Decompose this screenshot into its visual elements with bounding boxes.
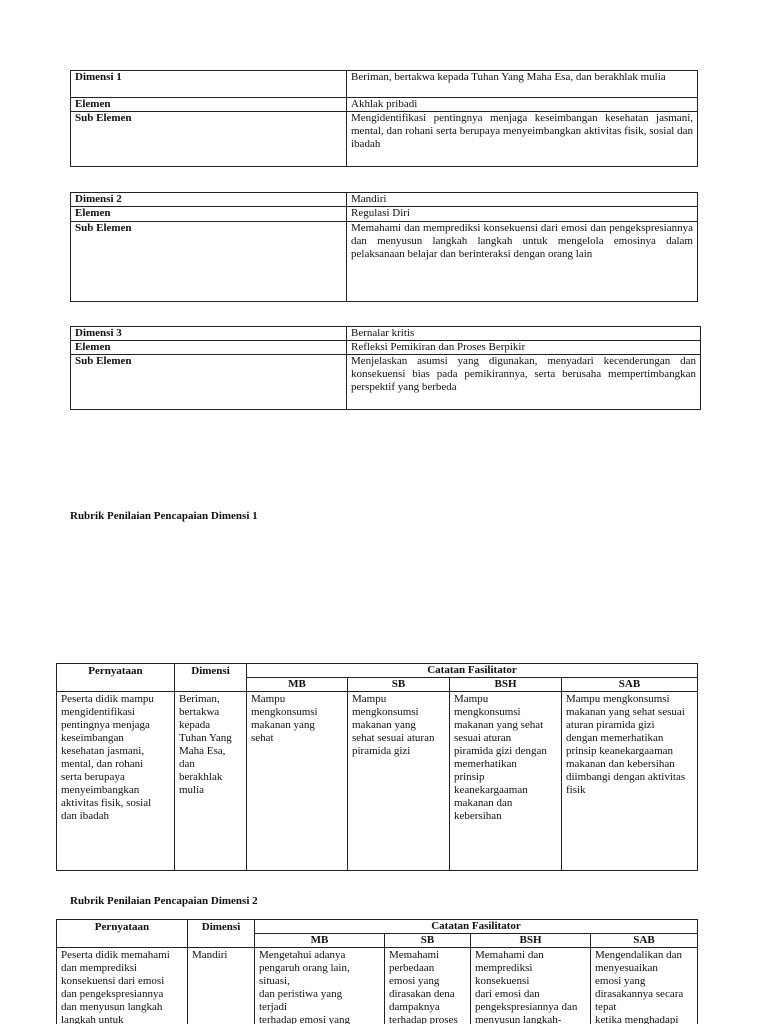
cell-line: dan bbox=[179, 758, 195, 770]
cell-line: dengan memerhatikan bbox=[566, 732, 664, 744]
header-mb: MB bbox=[255, 934, 385, 948]
header-pernyataan: Pernyataan bbox=[57, 920, 188, 948]
sab-cell bbox=[591, 948, 698, 1024]
cell-line: bertakwa bbox=[179, 706, 220, 718]
cell-line: mengidentifikasi bbox=[61, 706, 135, 718]
cell-line: dampaknya bbox=[389, 1001, 440, 1013]
cell-line: konsekuensi bbox=[475, 975, 530, 987]
cell-line: terjadi bbox=[259, 1001, 288, 1013]
mb-cell bbox=[247, 692, 348, 871]
cell-line: serta berupaya bbox=[61, 771, 125, 783]
cell-line: emosi yang bbox=[389, 975, 440, 987]
cell-line: Mampu bbox=[352, 693, 387, 705]
cell-line: langkah untuk bbox=[61, 1014, 124, 1024]
header-sb: SB bbox=[385, 934, 471, 948]
sb-cell bbox=[348, 692, 450, 871]
cell-line: makanan dan bbox=[454, 797, 513, 809]
elemen-value: Akhlak pribadi bbox=[347, 98, 698, 112]
cell-line: sesuai aturan bbox=[454, 732, 512, 744]
cell-line: Peserta didik mampu bbox=[61, 693, 154, 705]
cell-line: dan menyusun langkah bbox=[61, 1001, 163, 1013]
cell-line: makanan dan kebersihan bbox=[566, 758, 675, 770]
pernyataan-cell bbox=[57, 948, 188, 1024]
sub-elemen-value: Mengidentifikasi pentingnya menjaga keseimbangan kesehatan jasmani, mental, dan rohani serta berupaya menyeimbangkan aktivitas fisik, sosial dan ibadah bbox=[347, 112, 698, 167]
cell-line: Mampu bbox=[454, 693, 489, 705]
cell-line: aktivitas fisik, sosial bbox=[61, 797, 152, 809]
header-bsh: BSH bbox=[471, 934, 591, 948]
cell-line: keseimbangan bbox=[61, 732, 124, 744]
cell-line: Mampu mengkonsumsi bbox=[566, 693, 670, 705]
dimensi-cell bbox=[188, 948, 255, 1024]
bsh-cell bbox=[471, 948, 591, 1024]
cell-line: memerhatikan bbox=[454, 758, 517, 770]
cell-line: keanekargaaman bbox=[454, 784, 528, 796]
cell-line: terhadap emosi yang bbox=[259, 1014, 351, 1024]
cell-line: mental, dan rohani bbox=[61, 758, 144, 770]
elemen-value: Refleksi Pemikiran dan Proses Berpikir bbox=[347, 341, 701, 355]
cell-line: makanan yang bbox=[251, 719, 315, 731]
cell-line: Memahami dan bbox=[475, 949, 544, 961]
cell-line: pentingnya menjaga bbox=[61, 719, 150, 731]
cell-line: emosi yang bbox=[595, 975, 646, 987]
sub-elemen-label: Sub Elemen bbox=[71, 222, 347, 302]
cell-line: perbedaan bbox=[389, 962, 435, 974]
sub-elemen-value: Menjelaskan asumsi yang digunakan, menyadari kecenderungan dan konsekuensi bias pada pemikirannya, serta berusaha mempertimbangkan perspektif yang berbeda bbox=[347, 355, 701, 410]
dimension-value: Mandiri bbox=[347, 193, 698, 207]
dimension-1-table bbox=[70, 70, 698, 167]
cell-line: Memahami bbox=[389, 949, 440, 961]
cell-line: prinsip bbox=[454, 771, 485, 783]
dimension-label: Dimensi 1 bbox=[71, 71, 347, 98]
cell-line: sehat sesuai aturan bbox=[352, 732, 435, 744]
cell-line: dirasakannya secara bbox=[595, 988, 684, 1000]
cell-line: fisik bbox=[566, 784, 586, 796]
header-pernyataan: Pernyataan bbox=[57, 664, 175, 692]
rubric-1-table bbox=[56, 663, 698, 871]
header-dimensi: Dimensi bbox=[175, 664, 247, 692]
cell-line: menyusun langkah- bbox=[475, 1014, 562, 1024]
cell-line: dari emosi dan bbox=[475, 988, 540, 1000]
header-catatan-fasilitator: Catatan Fasilitator bbox=[255, 920, 698, 934]
cell-line: kebersihan bbox=[454, 810, 502, 822]
cell-line: pengekspresiannya dan bbox=[475, 1001, 578, 1013]
sub-elemen-label: Sub Elemen bbox=[71, 355, 347, 410]
cell-line: Mengendalikan dan bbox=[595, 949, 683, 961]
sub-elemen-value: Memahami dan memprediksi konsekuensi dari emosi dan pengekspresiannya dan menyusun langkah langkah untuk mengelola emosinya dalam pelaksanaan belajar dan berinteraksi dengan orang lain bbox=[347, 222, 698, 302]
cell-line: dan peristiwa yang bbox=[259, 988, 343, 1000]
cell-line: diimbangi dengan aktivitas bbox=[566, 771, 686, 783]
dimension-label: Dimensi 3 bbox=[71, 327, 347, 341]
cell-line: menyesuaikan bbox=[595, 962, 658, 974]
pernyataan-cell bbox=[57, 692, 175, 871]
cell-line: mengkonsumsi bbox=[251, 706, 318, 718]
rubric-2-table bbox=[56, 919, 698, 1024]
cell-line: makanan yang sehat bbox=[454, 719, 544, 731]
elemen-label: Elemen bbox=[71, 98, 347, 112]
cell-line: mengkonsumsi bbox=[454, 706, 521, 718]
dimension-value: Bernalar kritis bbox=[347, 327, 701, 341]
dimension-label: Dimensi 2 bbox=[71, 193, 347, 207]
cell-line: situasi, bbox=[259, 975, 290, 987]
mb-cell bbox=[255, 948, 385, 1024]
cell-line: Mampu bbox=[251, 693, 286, 705]
cell-line: mulia bbox=[179, 784, 205, 796]
elemen-value: Regulasi Diri bbox=[347, 207, 698, 222]
cell-line: kesehatan jasmani, bbox=[61, 745, 145, 757]
header-catatan-fasilitator: Catatan Fasilitator bbox=[247, 664, 698, 678]
header-sab: SAB bbox=[591, 934, 698, 948]
header-mb: MB bbox=[247, 678, 348, 692]
cell-line: prinsip keanekargaaman bbox=[566, 745, 674, 757]
cell-line: Peserta didik memahami bbox=[61, 949, 170, 961]
cell-line: dan pengekspresiannya bbox=[61, 988, 164, 1000]
cell-line: sehat bbox=[251, 732, 274, 744]
elemen-label: Elemen bbox=[71, 207, 347, 222]
dimension-2-table bbox=[70, 192, 698, 302]
header-sab: SAB bbox=[562, 678, 698, 692]
cell-line: Maha Esa, bbox=[179, 745, 226, 757]
cell-line: dirasakan dena bbox=[389, 988, 455, 1000]
cell-line: makanan yang bbox=[352, 719, 416, 731]
cell-line: Beriman, bbox=[179, 693, 220, 705]
cell-line: konsekuensi dari emosi bbox=[61, 975, 165, 987]
sub-elemen-label: Sub Elemen bbox=[71, 112, 347, 167]
rubric-2-title: Rubrik Penilaian Pencapaian Dimensi 2 bbox=[70, 895, 258, 907]
cell-line: Mengetahui adanya bbox=[259, 949, 346, 961]
cell-line: pengaruh orang lain, bbox=[259, 962, 350, 974]
cell-line: berakhlak bbox=[179, 771, 223, 783]
sab-cell bbox=[562, 692, 698, 871]
cell-line: dan memprediksi bbox=[61, 962, 138, 974]
cell-line: makanan yang sehat sesuai bbox=[566, 706, 685, 718]
cell-line: ketika menghadapi bbox=[595, 1014, 679, 1024]
cell-line: Tuhan Yang bbox=[179, 732, 232, 744]
cell-line: memprediksi bbox=[475, 962, 533, 974]
cell-line: mengkonsumsi bbox=[352, 706, 419, 718]
cell-line: terhadap proses bbox=[389, 1014, 458, 1024]
dimension-value: Beriman, bertakwa kepada Tuhan Yang Maha Esa, dan berakhlak mulia bbox=[347, 71, 698, 98]
cell-line: aturan piramida gizi bbox=[566, 719, 655, 731]
sb-cell bbox=[385, 948, 471, 1024]
dimension-3-table bbox=[70, 326, 701, 410]
cell-line: menyeimbangkan bbox=[61, 784, 140, 796]
cell-line: piramida gizi dengan bbox=[454, 745, 547, 757]
cell-line: dan ibadah bbox=[61, 810, 109, 822]
cell-line: piramida gizi bbox=[352, 745, 411, 757]
bsh-cell bbox=[450, 692, 562, 871]
dimensi-cell bbox=[175, 692, 247, 871]
rubric-1-title: Rubrik Penilaian Pencapaian Dimensi 1 bbox=[70, 510, 258, 522]
cell-line: Mandiri bbox=[192, 949, 228, 961]
cell-line: kepada bbox=[179, 719, 211, 731]
header-sb: SB bbox=[348, 678, 450, 692]
header-bsh: BSH bbox=[450, 678, 562, 692]
header-dimensi: Dimensi bbox=[188, 920, 255, 948]
cell-line: tepat bbox=[595, 1001, 617, 1013]
elemen-label: Elemen bbox=[71, 341, 347, 355]
